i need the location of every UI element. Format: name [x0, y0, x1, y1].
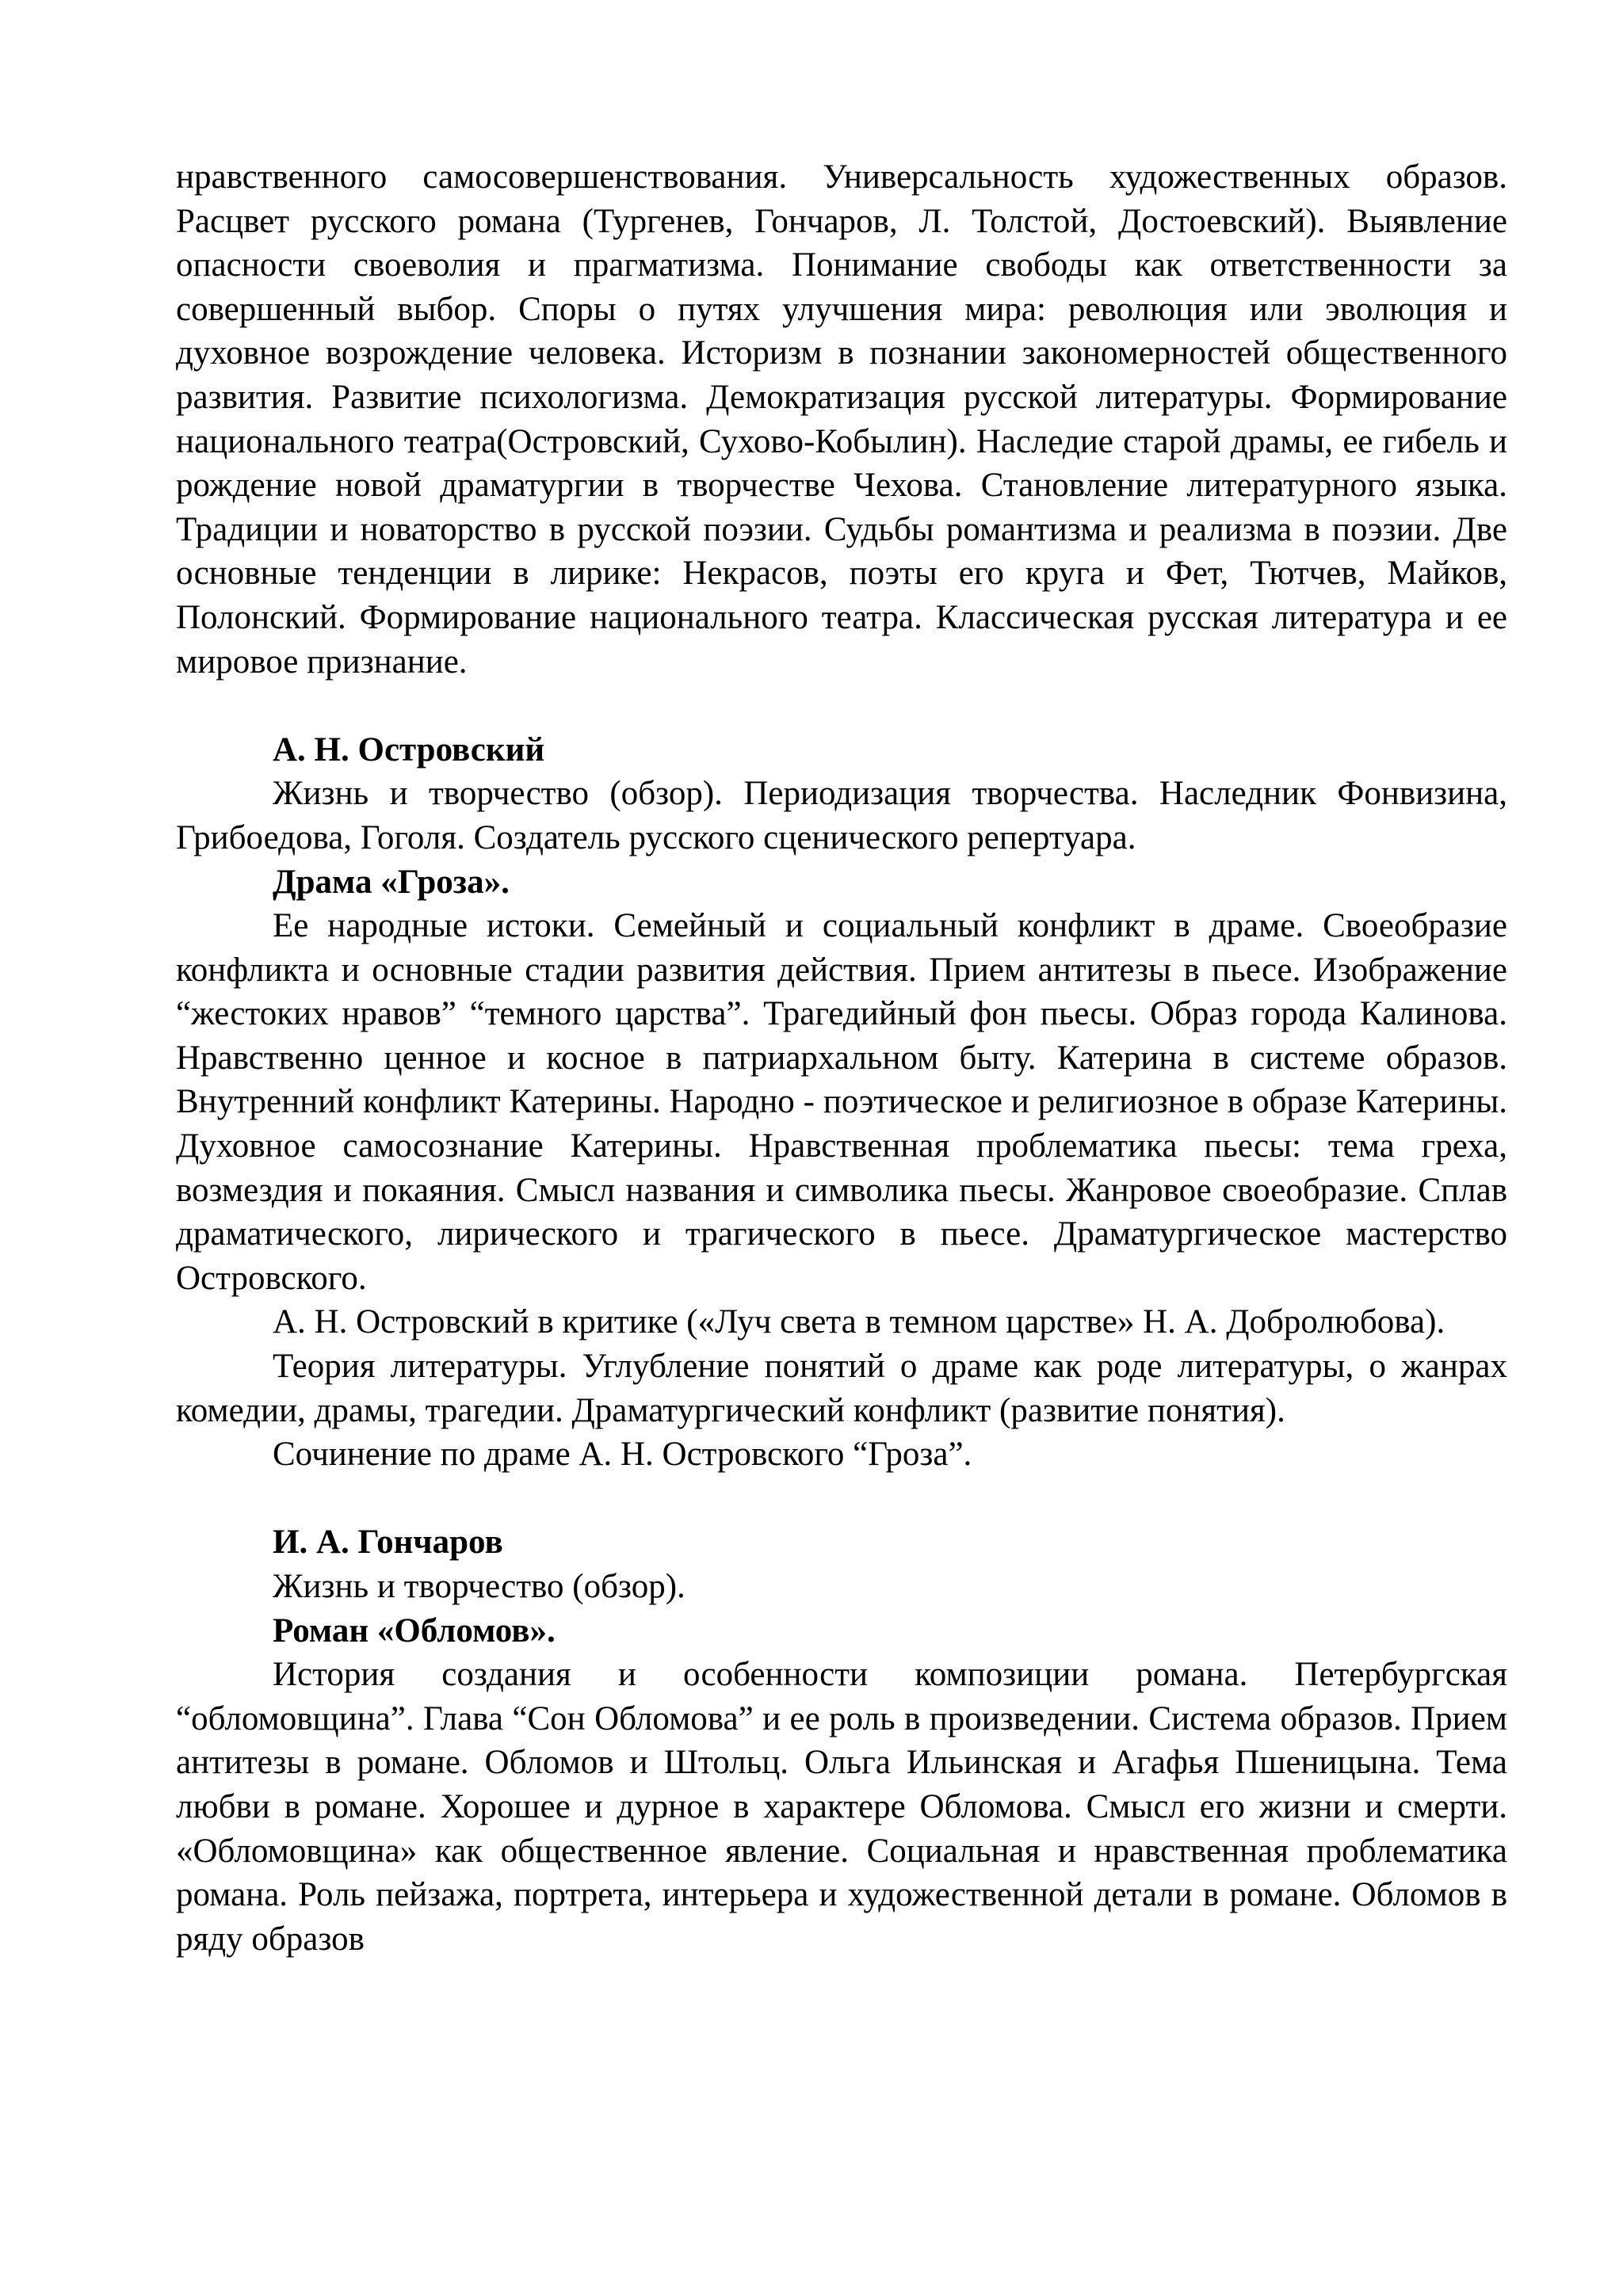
- ostrovsky-theory: Теория литературы. Углубление понятий о драме как роде литературы, о жанрах комедии, драмы, трагедии. Драматургический конфликт (развитие понятия).: [176, 1348, 1507, 1429]
- intro-paragraph: нравственного самосовершенствования. Универсальность художественных образов. Расцвет русского романа (Тургенев, Гончаров, Л. Толстой, Достоевский). Выявление опасности своеволия и прагматизма. Понимание свободы как ответственности за совершенный выбор. Споры о путях улучшения мира: революция или эволюция и духовное возрождение человека. Историзм в познании закономерностей общественного развития. Развитие психологизма. Демократизация русской литературы. Формирование национального театра(Островский, Сухово-Кобылин). Наследие старой драмы, ее гибель и рождение новой драматургии в творчестве Чехова. Становление литературного языка. Традиции и новаторство в русской поэзии. Судьбы романтизма и реализма в поэзии. Две основные тенденции в лирике: Некрасов, поэты его круга и Фет, Тютчев, Майков, Полонский. Формирование национального театра. Классическая русская литература и ее мировое признание.: [176, 158, 1507, 681]
- ostrovsky-heading: А. Н. Островский: [273, 730, 545, 769]
- section-gap: [176, 684, 1507, 728]
- document-page: [176, 155, 1507, 1961]
- goncharov-work-title: Роман «Обломов».: [273, 1611, 556, 1650]
- ostrovsky-overview: Жизнь и творчество (обзор). Периодизация творчества. Наследник Фонвизина, Грибоедова, Гоголя. Создатель русского сценического репертуара.: [176, 775, 1507, 856]
- section-gap: [176, 1477, 1507, 1521]
- ostrovsky-work-title: Драма «Гроза».: [273, 863, 510, 901]
- ostrovsky-essay: Сочинение по драме А. Н. Островского “Гроза”.: [273, 1436, 972, 1474]
- ostrovsky-criticism: А. Н. Островский в критике («Луч света в темном царстве» Н. А. Добролюбова).: [273, 1303, 1445, 1341]
- ostrovsky-work-text: Ее народные истоки. Семейный и социальный конфликт в драме. Своеобразие конфликта и основные стадии развития действия. Прием антитезы в пьесе. Изображение “жестоких нравов” “темного царства”. Трагедийный фон пьесы. Образ города Калинова. Нравственно ценное и косное в патриархальном быту. Катерина в системе образов. Внутренний конфликт Катерины. Народно - поэтическое и религиозное в образе Катерины. Духовное самосознание Катерины. Нравственная проблематика пьесы: тема греха, возмездия и покаяния. Смысл названия и символика пьесы. Жанровое своеобразие. Сплав драматического, лирического и трагического в пьесе. Драматургическое мастерство Островского.: [176, 907, 1507, 1297]
- goncharov-overview: Жизнь и творчество (обзор).: [273, 1568, 685, 1605]
- goncharov-heading: И. А. Гончаров: [273, 1524, 503, 1562]
- goncharov-work-text: История создания и особенности композиции романа. Петербургская “обломовщина”. Глава “Сон Обломова” и ее роль в произведении. Система образов. Прием антитезы в романе. Обломов и Штольц. Ольга Ильинская и Агафья Пшеницына. Тема любви в романе. Хорошее и дурное в характере Обломова. Смысл его жизни и смерти. «Обломовщина» как общественное явление. Социальная и нравственная проблематика романа. Роль пейзажа, портрета, интерьера и художественной детали в романе. Обломов в ряду образов: [176, 1656, 1507, 1958]
